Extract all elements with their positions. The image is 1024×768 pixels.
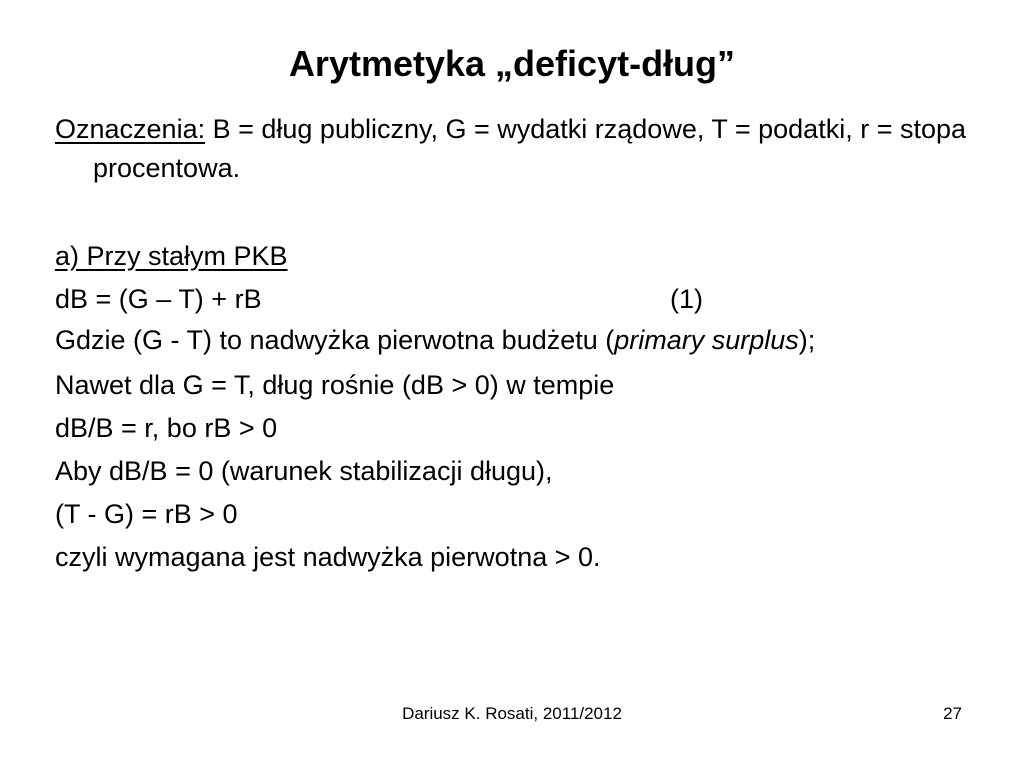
equation-1-number: (1) bbox=[670, 284, 703, 314]
notation-paragraph bbox=[55, 110, 975, 188]
primary-surplus-paragraph bbox=[55, 321, 975, 360]
footer-page-number: 27 bbox=[943, 704, 962, 723]
section-a-heading bbox=[55, 235, 975, 278]
primary-surplus-before: Gdzie (G - T) to nadwyżka pierwotna budżetu ( bbox=[55, 325, 615, 355]
spacer bbox=[55, 192, 975, 235]
primary-surplus-after: ); bbox=[798, 325, 816, 355]
text-line: czyli wymagana jest nadwyżka pierwotna > 0. bbox=[55, 542, 601, 572]
primary-surplus-italic: primary surplus bbox=[614, 325, 799, 355]
text-line: Nawet dla G = T, dług rośnie (dB > 0) w tempie bbox=[55, 370, 615, 400]
slide-title: Arytmetyka „deficyt-dług” bbox=[288, 43, 736, 84]
section-a-label: a) Przy stałym PKB bbox=[55, 241, 288, 271]
footer-author: Dariusz K. Rosati, 2011/2012 bbox=[402, 704, 622, 723]
text-line: dB/B = r, bo rB > 0 bbox=[55, 413, 278, 443]
equation-1 bbox=[55, 278, 975, 321]
text-line: Aby dB/B = 0 (warunek stabilizacji długu), bbox=[55, 456, 553, 486]
slide-body bbox=[55, 110, 975, 579]
text-line: (T - G) = rB > 0 bbox=[55, 499, 238, 529]
equation-1-formula: dB = (G – T) + rB bbox=[55, 284, 262, 314]
notation-label: Oznaczenia: bbox=[55, 114, 206, 144]
notation-text: B = dług publiczny, G = wydatki rządowe, T = podatki, r = stopa procentowa. bbox=[93, 114, 967, 183]
